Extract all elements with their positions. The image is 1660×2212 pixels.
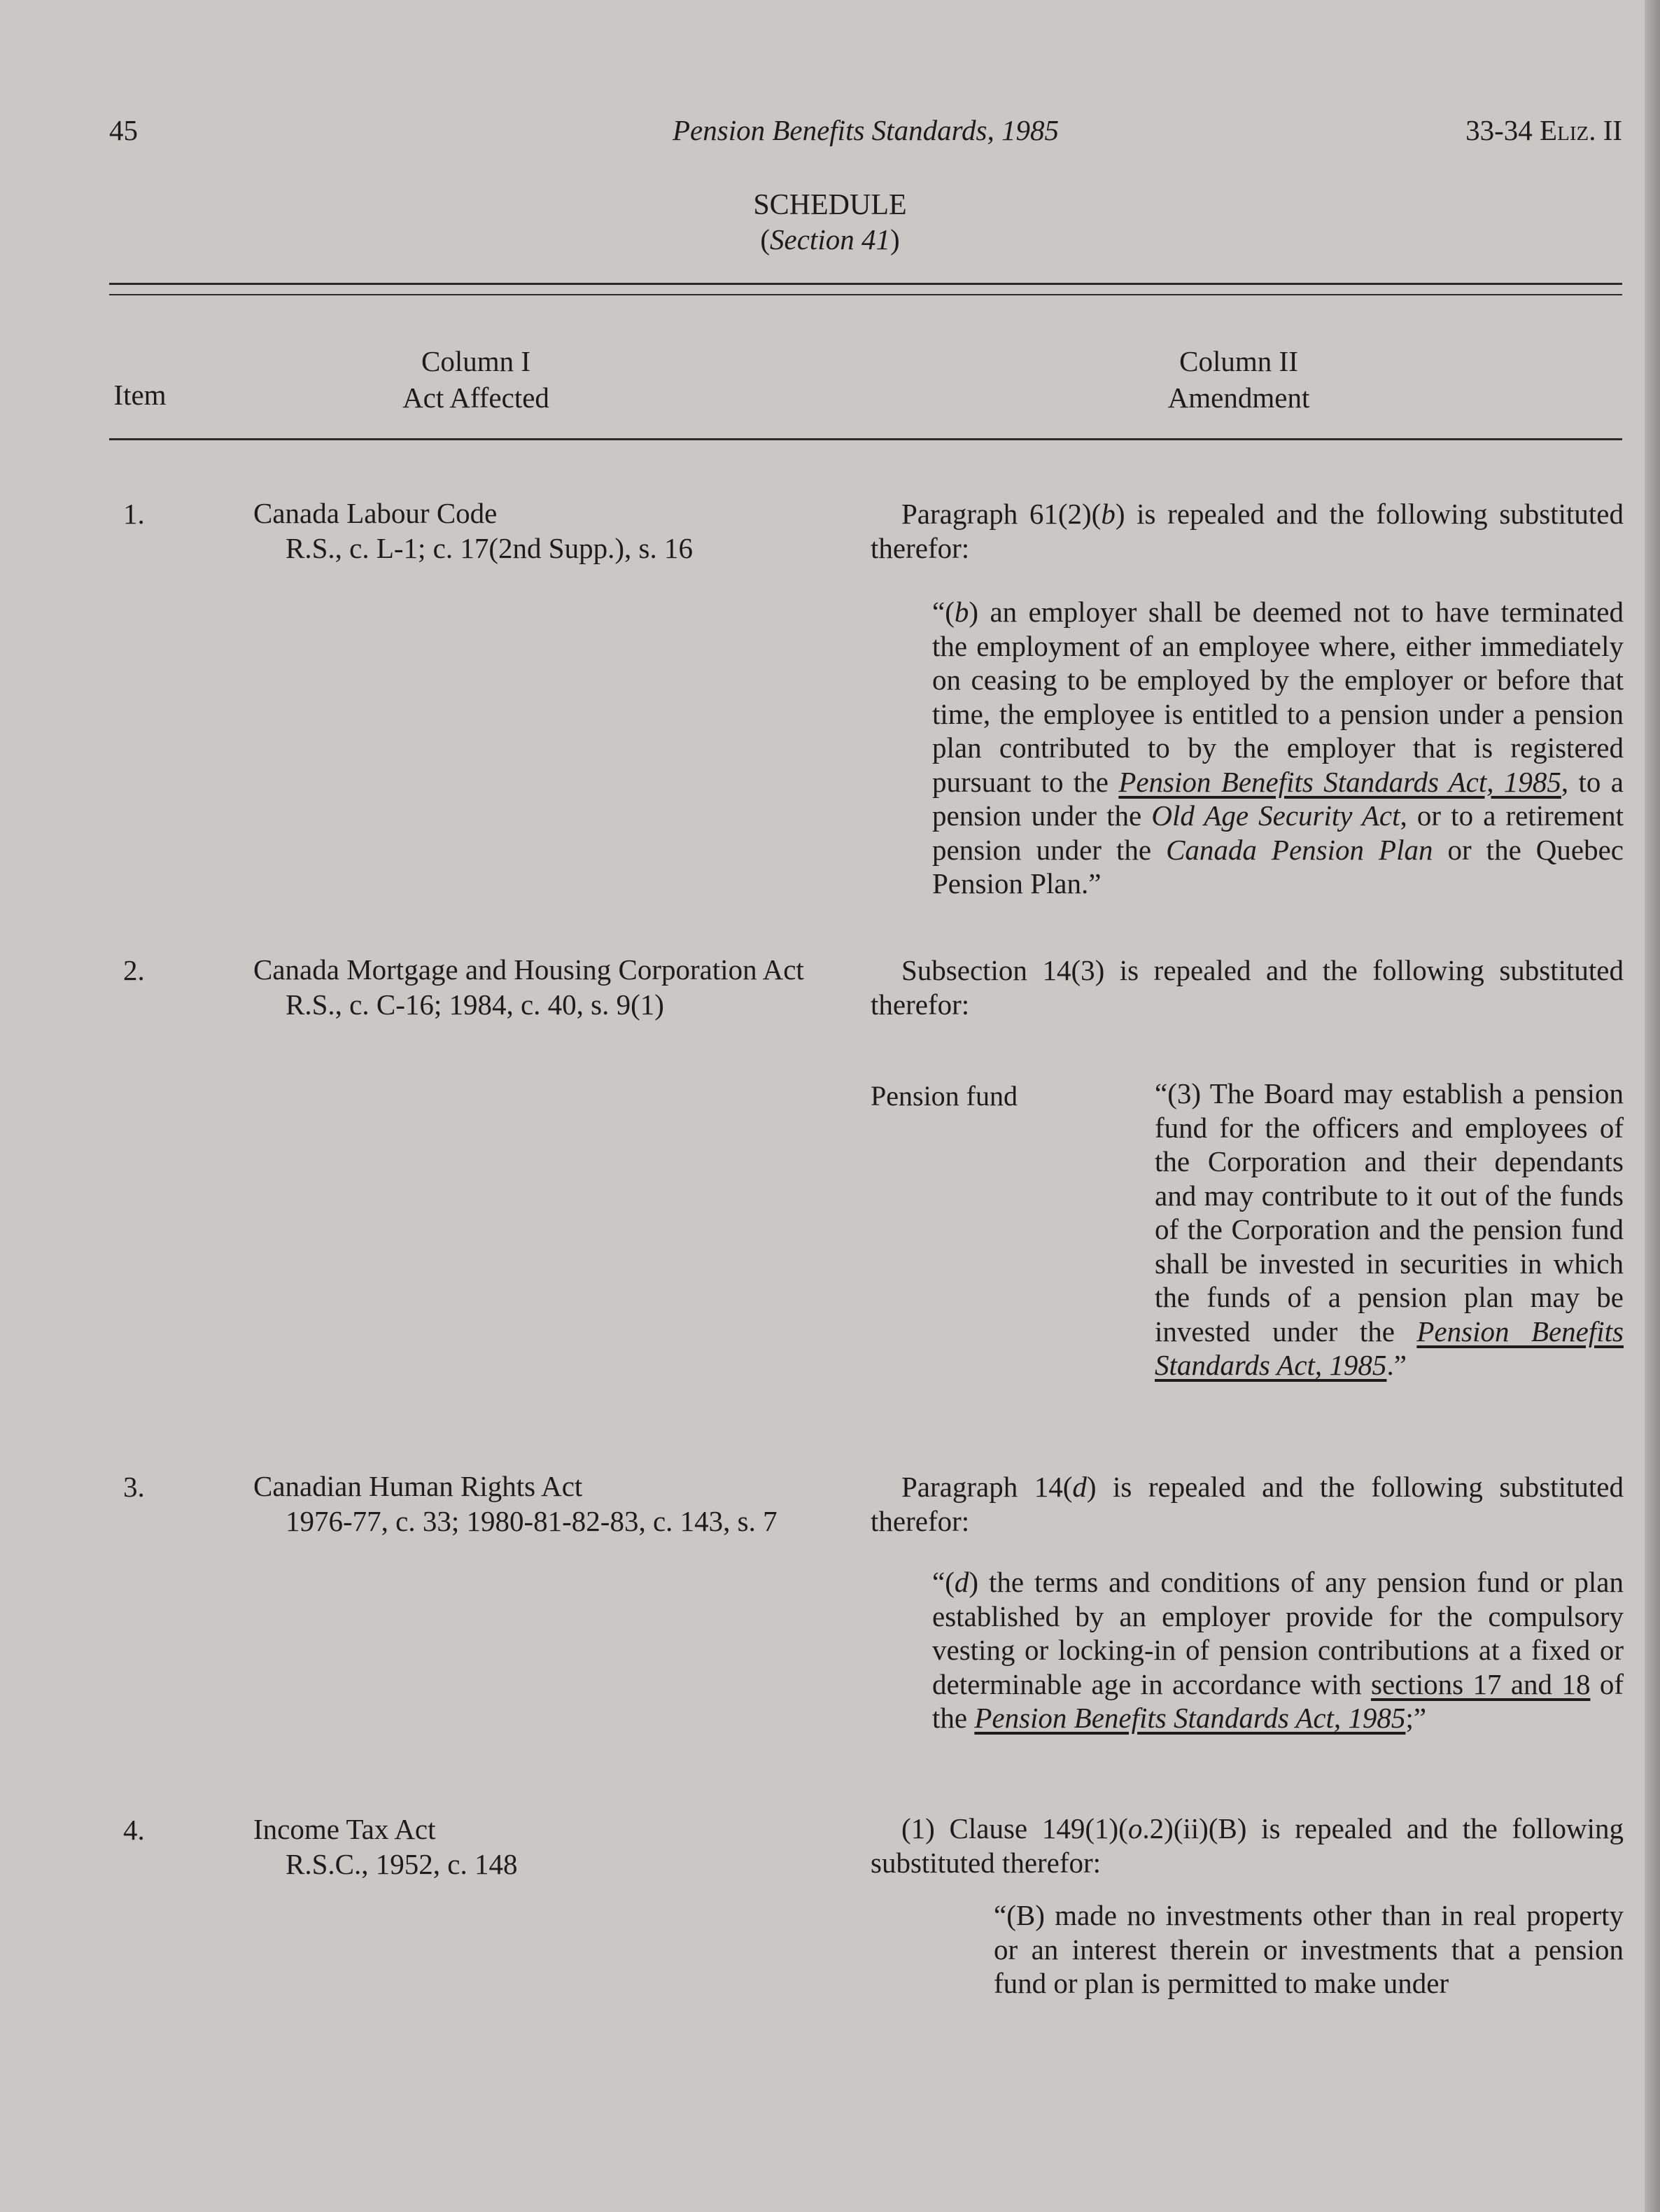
amendment-lead-text: Subsection 14(3) is repealed and the following substituted therefor: <box>871 954 1624 1021</box>
header-rule <box>109 438 1622 440</box>
act-name: Income Tax Act <box>253 1813 436 1845</box>
amendment-quote <box>1155 1077 1624 1382</box>
act-name: Canadian Human Rights Act <box>253 1470 583 1502</box>
amendment-quote-text: “(b) an employer shall be deemed not to have terminated the employment of an employee where, either immediately on ceasing to be employed by the employer or before that time, the employee is entitled to a pension under a pension plan contributed to by the employer that is registered pursuant to the Pension Benefits Standards Act, 1985, to a pension under the Old Age Security Act, or to a retirement pension under the Canada Pension Plan or the Quebec Pension Plan.” <box>932 596 1624 899</box>
amendment-lead-text: (1) Clause 149(1)(o.2)(ii)(B) is repealed and the following substituted therefor: <box>871 1812 1624 1879</box>
act-name: Canada Mortgage and Housing Corporation Act <box>253 953 804 986</box>
col-item-heading: Item <box>113 379 167 411</box>
amendment-quote-text: “(3) The Board may establish a pension fund for the officers and employees of the Corporation and their dependants and may contribute to it out of the funds of the Corporation and the pension fund shall be invested in securities in which the funds of a pension plan may be invested under the Pension Benefits Standards Act, 1985.” <box>1155 1077 1624 1381</box>
item-number: 3. <box>123 1471 145 1503</box>
schedule-subtitle: (Section 41) <box>760 223 900 255</box>
act-name: Canada Labour Code <box>253 497 498 529</box>
page-edge <box>1645 0 1660 2212</box>
act-affected <box>253 952 841 1022</box>
item-number: 1. <box>123 498 145 530</box>
amendment-lead <box>871 1812 1624 1880</box>
amendment-quote <box>932 595 1624 901</box>
schedule-title: SCHEDULE <box>753 189 907 221</box>
col2-heading <box>1134 343 1344 416</box>
amendment-lead <box>871 497 1624 566</box>
running-title: Pension Benefits Standards, 1985 <box>673 114 1059 146</box>
amendment-quote-text: “(B) made no investments other than in real property or an interest therein or investments that a pension fund or plan is permitted to make under <box>994 1899 1624 1999</box>
schedule-section-ref: Section 41 <box>770 223 890 255</box>
col1-title: Act Affected <box>402 382 549 414</box>
col1-heading <box>378 343 574 416</box>
act-citation: 1976-77, c. 33; 1980-81-82-83, c. 143, s. 7 <box>286 1505 778 1537</box>
amendment-lead-text: Paragraph 14(d) is repealed and the following substituted therefor: <box>871 1471 1624 1537</box>
running-header <box>109 113 1622 155</box>
col2-title: Amendment <box>1167 382 1310 414</box>
amendment-lead-text: Paragraph 61(2)(b) is repealed and the following substituted therefor: <box>871 498 1624 564</box>
item-number: 4. <box>123 1814 145 1846</box>
act-affected <box>253 1812 841 1882</box>
top-rule-1 <box>109 283 1622 285</box>
col2-label: Column II <box>1179 345 1298 377</box>
amendment-lead <box>871 953 1624 1022</box>
amendment-quote <box>932 1565 1624 1735</box>
act-citation: R.S., c. L-1; c. 17(2nd Supp.), s. 16 <box>286 532 693 564</box>
col1-label: Column I <box>421 345 531 377</box>
regnal-year: 33-34 Eliz. II <box>1465 114 1622 146</box>
page-number: 45 <box>109 114 138 146</box>
act-affected <box>253 1469 841 1539</box>
act-affected <box>253 496 841 566</box>
item-number: 2. <box>123 954 145 986</box>
amendment-lead <box>871 1470 1624 1539</box>
amendment-quote <box>994 1898 1624 2001</box>
act-citation: R.S.C., 1952, c. 148 <box>286 1848 518 1880</box>
marginal-note: Pension fund <box>871 1080 1018 1112</box>
amendment-quote-text: “(d) the terms and conditions of any pension fund or plan established by an employer provide for the compulsory vesting or locking-in of pension contributions at a fixed or determinable age in accordance with sections 17 and 18 of the Pension Benefits Standards Act, 1985;” <box>932 1566 1624 1734</box>
act-citation: R.S., c. C-16; 1984, c. 40, s. 9(1) <box>286 988 664 1021</box>
top-rule-2 <box>109 294 1622 295</box>
